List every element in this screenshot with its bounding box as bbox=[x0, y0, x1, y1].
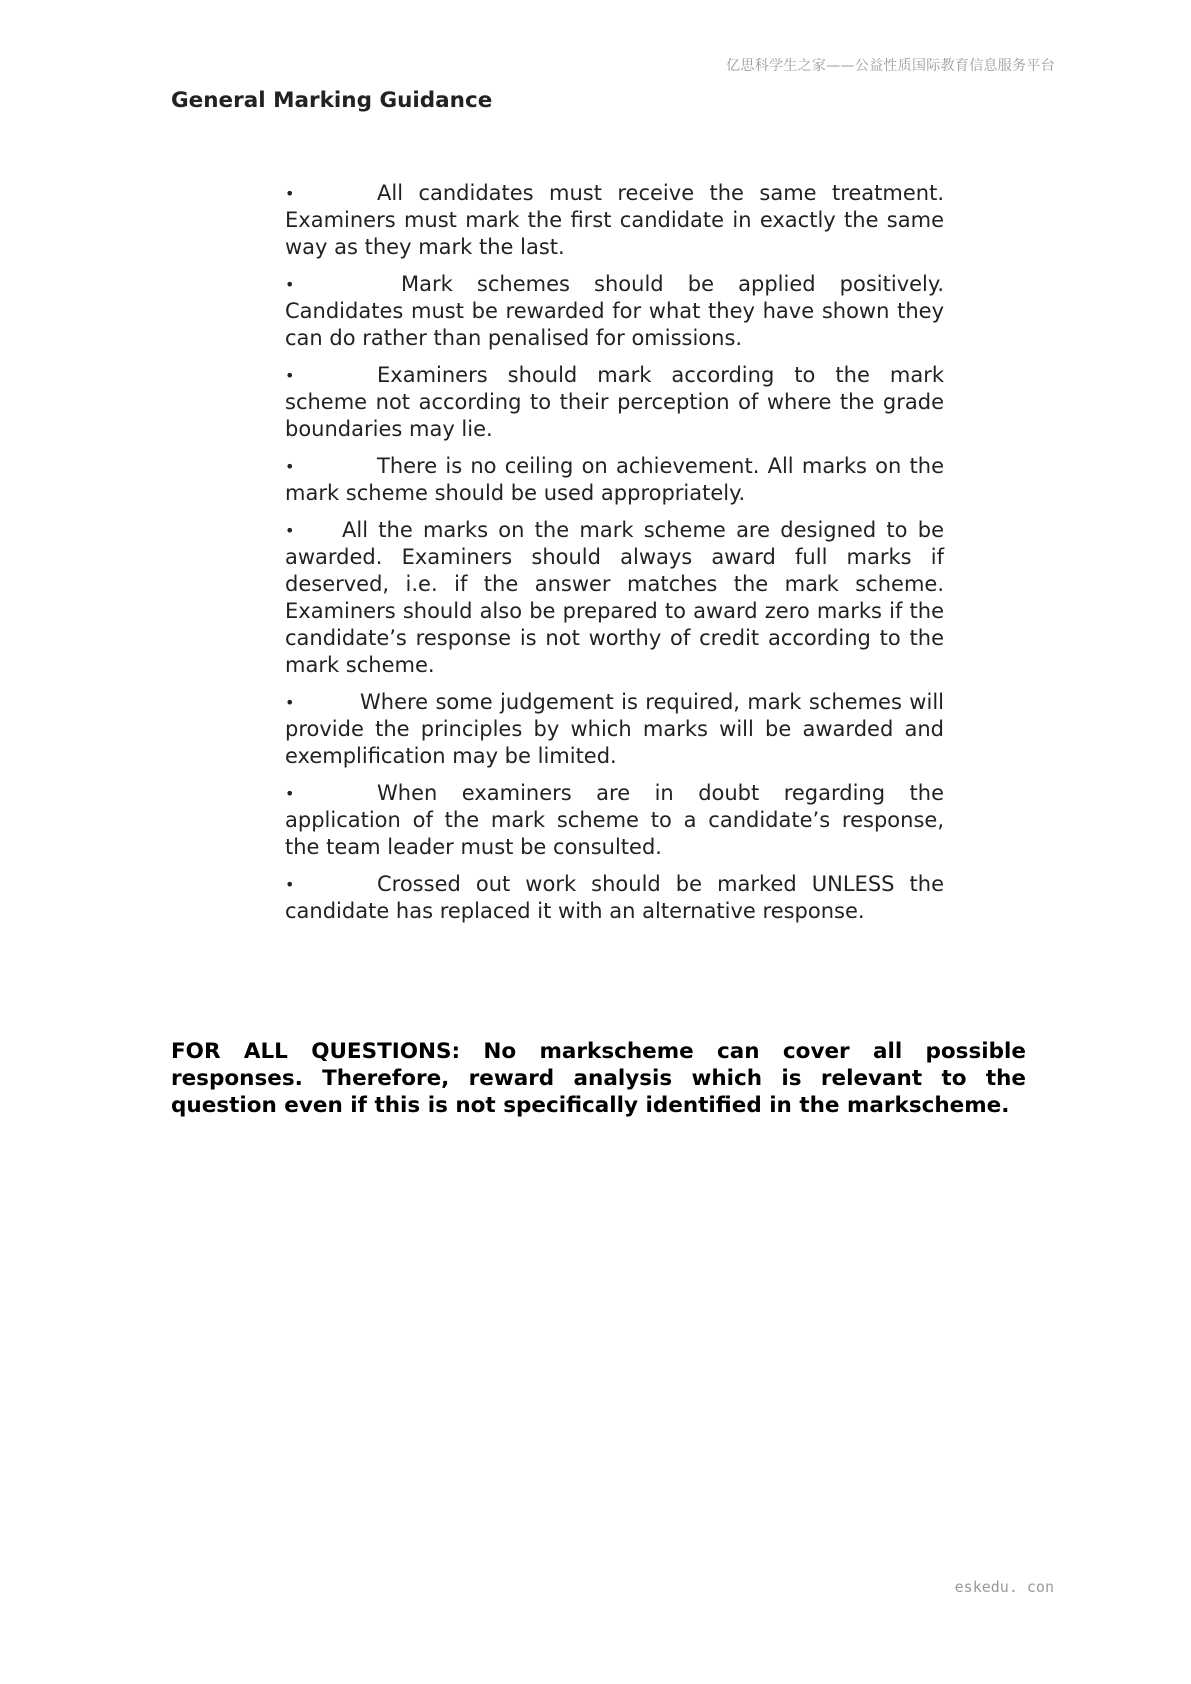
guidance-list bbox=[285, 180, 944, 935]
page-footer-site: eskedu. con bbox=[954, 1578, 1054, 1596]
guidance-item bbox=[285, 780, 944, 861]
guidance-item bbox=[285, 271, 944, 352]
guidance-item bbox=[285, 871, 944, 925]
guidance-text: There is no ceiling on achievement. All marks on the mark scheme should be used appropriately. bbox=[285, 454, 944, 505]
page-header-watermark: 亿思科学生之家——公益性质国际教育信息服务平台 bbox=[726, 58, 1055, 74]
bullet-icon: • bbox=[285, 275, 295, 294]
guidance-text: All the marks on the mark scheme are designed to be awarded. Examiners should always award full marks if deserved, i.e. if the answer matches the mark scheme. Examiners should also be prepared to award zero marks if the candidate’s response is not worthy of credit according to the mark scheme. bbox=[285, 518, 944, 677]
guidance-text: Where some judgement is required, mark schemes will provide the principles by which marks will be awarded and exemplification may be limited. bbox=[285, 690, 944, 768]
guidance-text: Crossed out work should be marked UNLESS the candidate has replaced it with an alternative response. bbox=[285, 872, 944, 923]
guidance-text: When examiners are in doubt regarding the application of the mark scheme to a candidate’s response, the team leader must be consulted. bbox=[285, 781, 944, 859]
page-title: General Marking Guidance bbox=[171, 88, 493, 113]
guidance-item bbox=[285, 689, 944, 770]
guidance-text: All candidates must receive the same treatment. Examiners must mark the first candidate in exactly the same way as they mark the last. bbox=[285, 181, 944, 259]
guidance-item bbox=[285, 517, 944, 679]
bullet-icon: • bbox=[285, 457, 295, 476]
bullet-icon: • bbox=[285, 521, 295, 540]
bullet-icon: • bbox=[285, 693, 295, 712]
guidance-item bbox=[285, 453, 944, 507]
guidance-text: Mark schemes should be applied positively. Candidates must be rewarded for what they have shown they can do rather than penalised for omissions. bbox=[285, 272, 944, 350]
bullet-icon: • bbox=[285, 784, 295, 803]
guidance-item bbox=[285, 180, 944, 261]
guidance-text: Examiners should mark according to the mark scheme not according to their perception of where the grade boundaries may lie. bbox=[285, 363, 944, 441]
bullet-icon: • bbox=[285, 366, 295, 385]
all-questions-note: FOR ALL QUESTIONS: No markscheme can cover all possible responses. Therefore, reward analysis which is relevant to the question even if this is not specifically identified in the markscheme. bbox=[171, 1039, 1026, 1118]
bullet-icon: • bbox=[285, 875, 295, 894]
bullet-icon: • bbox=[285, 184, 295, 203]
guidance-item bbox=[285, 362, 944, 443]
